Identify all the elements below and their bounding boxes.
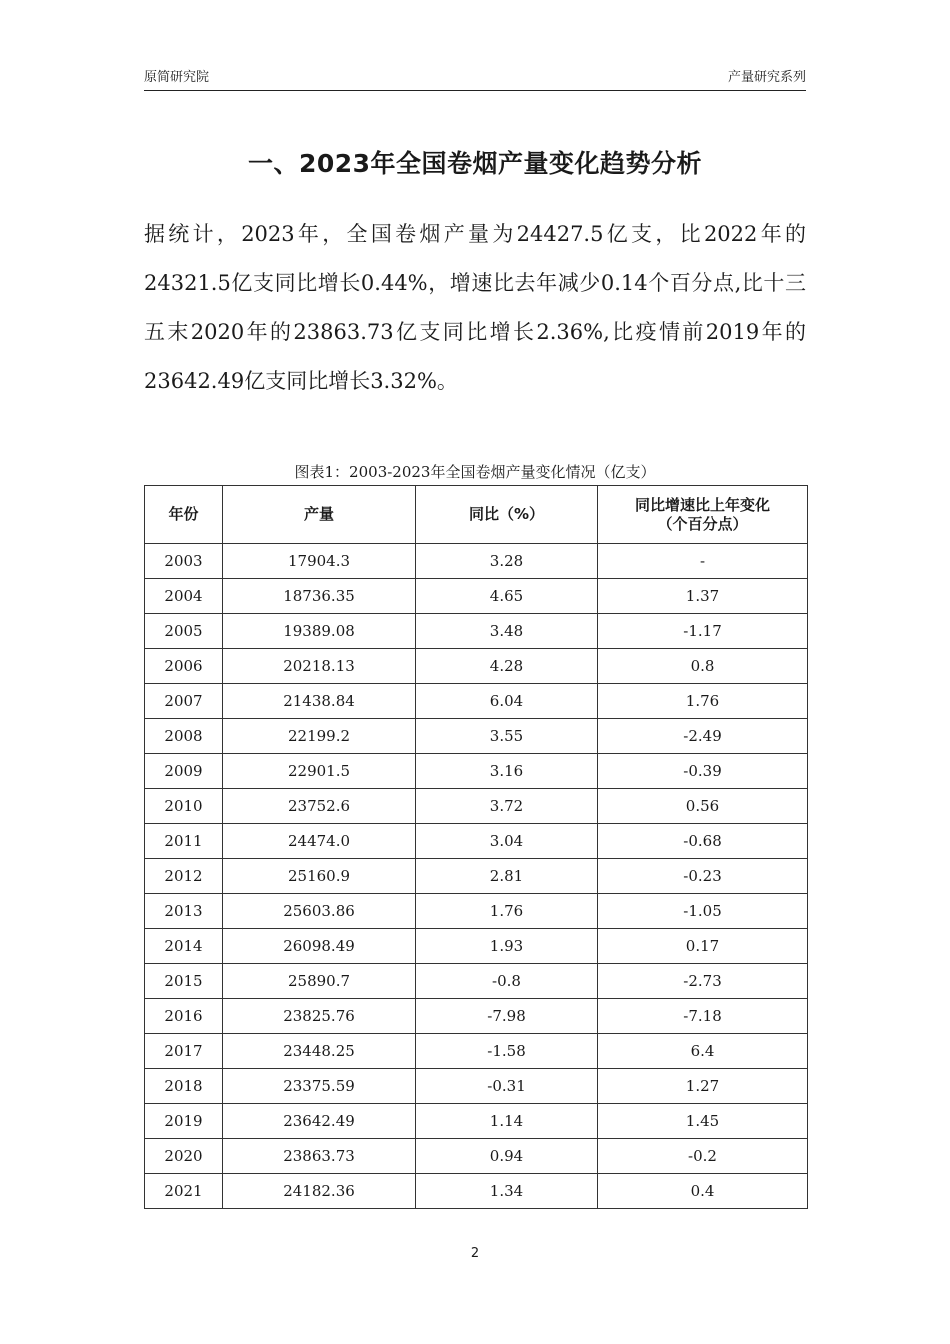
cell-yoy-change: -2.49	[598, 719, 808, 754]
table-row	[145, 579, 808, 614]
cell-yoy: -1.58	[416, 1034, 598, 1069]
cell-yoy: 2.81	[416, 859, 598, 894]
cell-output: 24474.0	[223, 824, 416, 859]
cell-yoy: 4.65	[416, 579, 598, 614]
cell-output: 22901.5	[223, 754, 416, 789]
cell-output: 23448.25	[223, 1034, 416, 1069]
cell-yoy: 3.72	[416, 789, 598, 824]
cell-year: 2010	[145, 789, 223, 824]
table-row	[145, 719, 808, 754]
cell-yoy: 3.55	[416, 719, 598, 754]
production-table	[144, 485, 808, 1209]
table-row	[145, 929, 808, 964]
cell-yoy-change: -	[598, 544, 808, 579]
cell-output: 23863.73	[223, 1139, 416, 1174]
cell-yoy: 6.04	[416, 684, 598, 719]
cell-year: 2021	[145, 1174, 223, 1209]
cell-output: 25160.9	[223, 859, 416, 894]
cell-output: 25603.86	[223, 894, 416, 929]
cell-yoy-change: 1.76	[598, 684, 808, 719]
cell-year: 2007	[145, 684, 223, 719]
cell-yoy-change: 1.27	[598, 1069, 808, 1104]
header-output: 产量	[223, 486, 416, 544]
cell-yoy-change: 0.4	[598, 1174, 808, 1209]
table-row	[145, 789, 808, 824]
table-row	[145, 754, 808, 789]
page-number: 2	[470, 1246, 480, 1261]
table-row	[145, 859, 808, 894]
cell-year: 2020	[145, 1139, 223, 1174]
cell-year: 2018	[145, 1069, 223, 1104]
header-yoy-change	[598, 486, 808, 544]
table-row	[145, 1104, 808, 1139]
cell-year: 2013	[145, 894, 223, 929]
cell-yoy: -0.8	[416, 964, 598, 999]
body-paragraph: 据统计，2023年，全国卷烟产量为24427.5亿支，比2022年的24321.5亿支同比增长0.44%，增速比去年减少0.14个百分点,比十三五末2020年的23863.73亿支同比增长2.36%,比疫情前2019年的23642.49亿支同比增长3.32%。	[144, 222, 806, 393]
cell-year: 2012	[145, 859, 223, 894]
cell-yoy-change: -2.73	[598, 964, 808, 999]
cell-year: 2004	[145, 579, 223, 614]
cell-yoy: 3.28	[416, 544, 598, 579]
cell-yoy-change: 0.56	[598, 789, 808, 824]
header-yoy-change-line2: （个百分点）	[657, 514, 748, 533]
cell-output: 20218.13	[223, 649, 416, 684]
section-title: 一、2023年全国卷烟产量变化趋势分析	[247, 149, 703, 178]
cell-year: 2016	[145, 999, 223, 1034]
cell-yoy-change: 6.4	[598, 1034, 808, 1069]
cell-output: 19389.08	[223, 614, 416, 649]
cell-year: 2017	[145, 1034, 223, 1069]
cell-year: 2009	[145, 754, 223, 789]
table-row	[145, 894, 808, 929]
cell-yoy-change: 1.45	[598, 1104, 808, 1139]
table-row	[145, 684, 808, 719]
cell-yoy-change: -0.2	[598, 1139, 808, 1174]
header-yoy: 同比（%）	[416, 486, 598, 544]
cell-output: 23825.76	[223, 999, 416, 1034]
cell-output: 24182.36	[223, 1174, 416, 1209]
cell-yoy: 1.34	[416, 1174, 598, 1209]
table-row	[145, 1174, 808, 1209]
cell-output: 23375.59	[223, 1069, 416, 1104]
cell-year: 2011	[145, 824, 223, 859]
cell-output: 23752.6	[223, 789, 416, 824]
cell-year: 2015	[145, 964, 223, 999]
cell-year: 2006	[145, 649, 223, 684]
cell-yoy-change: 0.8	[598, 649, 808, 684]
cell-yoy-change: 0.17	[598, 929, 808, 964]
header-org-name: 原简研究院	[144, 70, 210, 85]
cell-yoy: 3.04	[416, 824, 598, 859]
table-row	[145, 824, 808, 859]
table-row	[145, 1034, 808, 1069]
cell-yoy: 3.48	[416, 614, 598, 649]
header-series-name: 产量研究系列	[727, 70, 806, 85]
cell-year: 2008	[145, 719, 223, 754]
cell-yoy-change: -0.39	[598, 754, 808, 789]
cell-output: 25890.7	[223, 964, 416, 999]
cell-output: 22199.2	[223, 719, 416, 754]
cell-output: 17904.3	[223, 544, 416, 579]
cell-yoy-change: -0.68	[598, 824, 808, 859]
cell-yoy: -0.31	[416, 1069, 598, 1104]
cell-output: 23642.49	[223, 1104, 416, 1139]
cell-year: 2003	[145, 544, 223, 579]
cell-output: 21438.84	[223, 684, 416, 719]
table-row	[145, 544, 808, 579]
table-row	[145, 999, 808, 1034]
cell-yoy-change: -7.18	[598, 999, 808, 1034]
header-year: 年份	[145, 486, 223, 544]
cell-year: 2005	[145, 614, 223, 649]
table-row	[145, 1069, 808, 1104]
cell-year: 2014	[145, 929, 223, 964]
table-row	[145, 964, 808, 999]
cell-yoy: 1.93	[416, 929, 598, 964]
table-header-row	[145, 486, 808, 544]
cell-output: 18736.35	[223, 579, 416, 614]
cell-yoy-change: -1.05	[598, 894, 808, 929]
header-yoy-change-line1: 同比增速比上年变化	[634, 495, 770, 514]
table-row	[145, 649, 808, 684]
cell-yoy: 0.94	[416, 1139, 598, 1174]
cell-yoy: -7.98	[416, 999, 598, 1034]
cell-yoy-change: 1.37	[598, 579, 808, 614]
cell-yoy: 3.16	[416, 754, 598, 789]
cell-yoy-change: -0.23	[598, 859, 808, 894]
cell-yoy: 4.28	[416, 649, 598, 684]
table-caption: 图表1：2003-2023年全国卷烟产量变化情况（亿支）	[294, 463, 656, 481]
table-row	[145, 614, 808, 649]
cell-yoy: 1.14	[416, 1104, 598, 1139]
cell-year: 2019	[145, 1104, 223, 1139]
table-body	[145, 544, 808, 1209]
cell-output: 26098.49	[223, 929, 416, 964]
cell-yoy-change: -1.17	[598, 614, 808, 649]
page-header	[144, 66, 806, 91]
cell-yoy: 1.76	[416, 894, 598, 929]
table-row	[145, 1139, 808, 1174]
